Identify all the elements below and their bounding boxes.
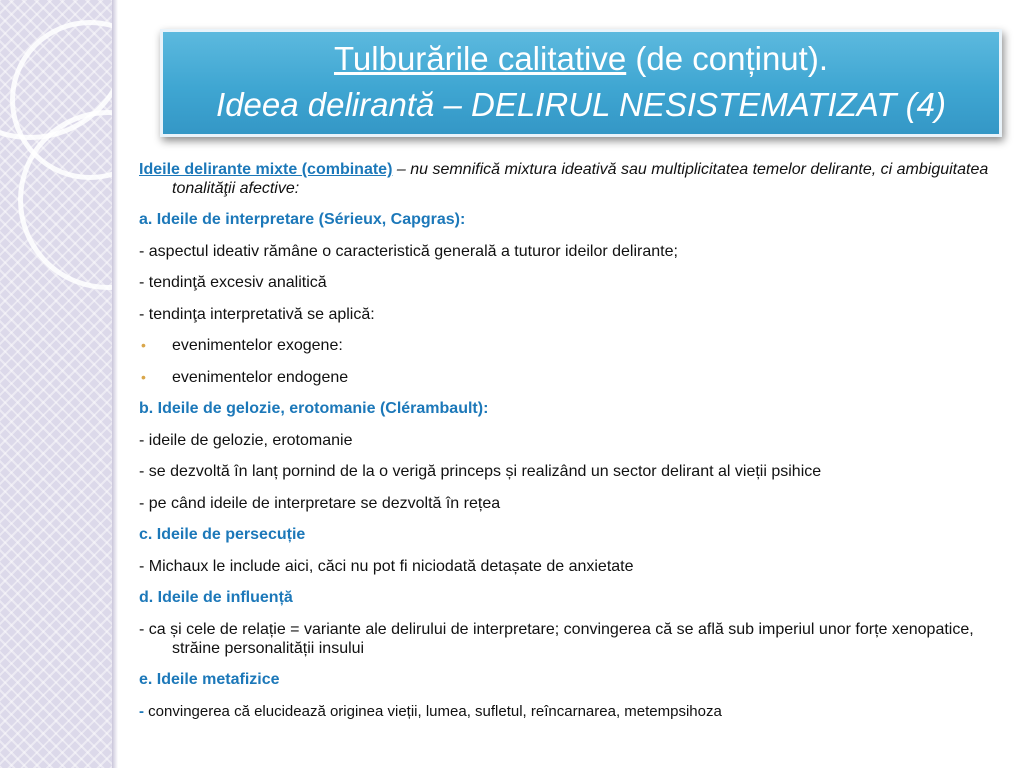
section-heading-b: b. Ideile de gelozie, erotomanie (Clérambault): — [139, 400, 489, 417]
text-line: - tendinţa interpretativă se aplică: — [139, 305, 375, 323]
text-line: - se dezvoltă în lanț pornind de la o verigă princeps și realizând un sector delirant al vieții psihice — [139, 463, 822, 480]
section-heading-a: a. Ideile de interpretare (Sérieux, Capgras): — [139, 211, 466, 228]
section-heading-d: d. Ideile de influență — [139, 589, 293, 606]
intro-link[interactable]: Ideile delirante mixte (combinate) — [139, 161, 393, 178]
slide-subtitle: Ideea delirantă – DELIRUL NESISTEMATIZAT (4) — [216, 86, 946, 123]
bullet-icon: • — [141, 368, 146, 385]
slide-title-box — [160, 29, 1002, 137]
decorative-side-band — [0, 0, 112, 768]
text-line: - aspectul ideativ rămâne o caracteristică generală a tuturor ideilor delirante; — [139, 242, 678, 260]
text-line: - tendinţă excesiv analitică — [139, 274, 327, 291]
text-line: - ca și cele de relație = variante ale delirului de interpretare; convingerea că se află sub imperiul unor forțe xenopatice, străine personalității insului — [139, 620, 974, 657]
slide-title: Tulburările calitative (de conținut). — [333, 40, 828, 77]
text-line: - Michaux le include aici, căci nu pot fi niciodată detașate de anxietate — [139, 557, 634, 575]
bullet-item: • evenimentelor exogene: — [141, 337, 343, 354]
bullet-item: • evenimentelor endogene — [141, 368, 349, 386]
text-line: - pe când ideile de interpretare se dezvoltă în rețea — [139, 494, 501, 512]
text-line: - convingerea că elucidează originea vieții, lumea, sufletul, reîncarnarea, metempsihoza — [139, 702, 722, 720]
text-line: - ideile de gelozie, erotomanie — [139, 431, 353, 449]
slide-body — [139, 160, 1009, 733]
section-heading-c: c. Ideile de persecuție — [139, 526, 306, 543]
side-band-edge — [112, 0, 118, 768]
bullet-icon: • — [141, 337, 146, 353]
intro-paragraph: Ideile delirante mixte (combinate) – nu semnifică mixtura ideativă sau multiplicitatea temelor delirante, ci ambiguitatea tonalităţii afective: — [139, 161, 989, 197]
section-heading-e: e. Ideile metafizice — [139, 671, 280, 688]
